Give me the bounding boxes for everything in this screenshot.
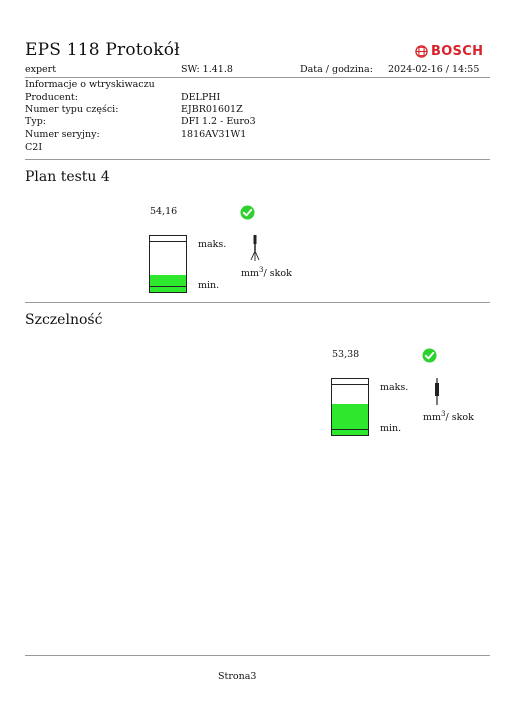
gauge-fill [150,275,186,292]
gauge-fill [332,404,368,435]
measured-value: 53,38 [332,349,360,360]
gauge-max-line [332,384,368,385]
check-ok-icon [240,205,255,220]
header-divider [25,77,490,78]
info-value-part-type: EJBR01601Z [181,104,243,115]
flow-gauge [149,235,187,293]
info-label-producer: Producent: [25,92,78,103]
gauge-max-label: maks. [198,239,227,250]
bosch-armature-icon [415,45,428,58]
gauge-min-label: min. [198,280,220,291]
software-version: SW: 1.41.8 [181,64,233,75]
info-label-serial: Numer seryjny: [25,129,100,140]
injector-code: C2I [25,142,43,153]
gauge-max-label: maks. [380,382,409,393]
leak-gauge [331,378,369,436]
page-title: EPS 118 Protokół [25,40,180,60]
info-label-type: Typ: [25,116,46,127]
section-title-leak-test: Szczelność [25,312,103,328]
user-name: expert [25,64,57,75]
test-divider [25,302,490,303]
injector-icon [248,234,262,262]
gauge-min-label: min. [380,423,402,434]
info-value-serial: 1816AV31W1 [181,129,247,140]
injector-icon [430,378,444,406]
gauge-min-line [332,429,368,430]
date-value: 2024-02-16 / 14:55 [388,64,480,75]
section-title-test-plan: Plan testu 4 [25,169,110,185]
footer-divider [25,655,490,656]
bosch-logo [415,44,483,59]
gauge-min-line [150,286,186,287]
brand-name: BOSCH [431,44,484,59]
info-value-type: DFI 1.2 - Euro3 [181,116,256,127]
injector-info-heading: Informacje o wtryskiwaczu [25,79,155,90]
page-number: Strona3 [218,671,257,682]
gauge-max-line [150,241,186,242]
measured-value: 54,16 [150,206,178,217]
info-label-part-type: Numer typu części: [25,104,119,115]
info-divider [25,159,490,160]
check-ok-icon [422,348,437,363]
date-label: Data / godzina: [300,64,373,75]
unit-label: $mm^3/$ skok [423,409,474,423]
info-value-producer: DELPHI [181,92,221,103]
unit-label: $mm^3/$ skok [241,265,292,279]
